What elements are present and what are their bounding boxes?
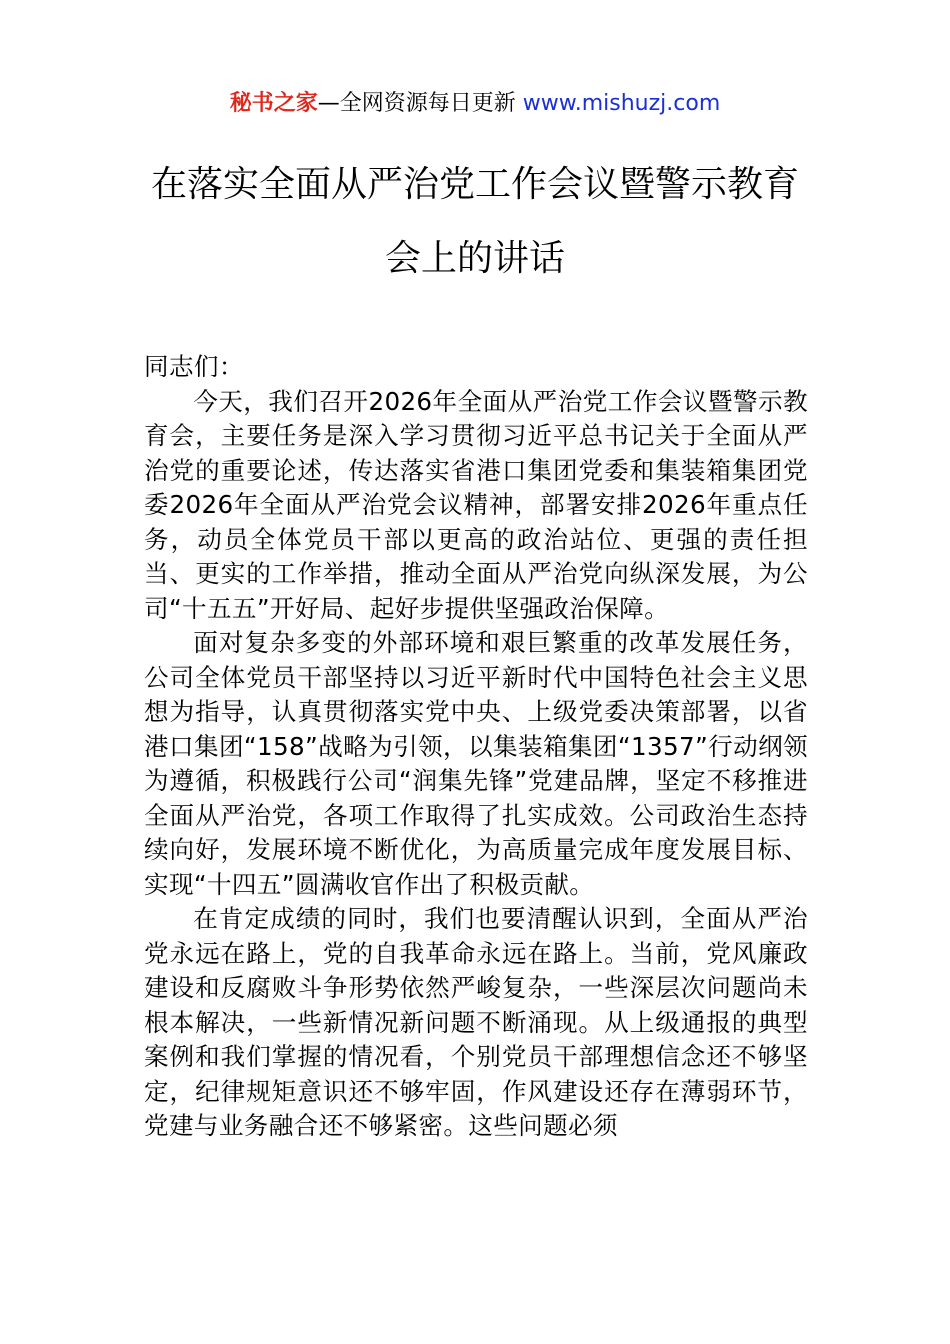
salutation: 同志们： <box>144 352 244 381</box>
document-body <box>144 350 808 1144</box>
banner-tagline: —全网资源每日更新 <box>317 91 523 116</box>
document-title <box>120 162 830 282</box>
brand-name: 秘书之家 <box>229 91 318 116</box>
title-line-1: 在落实全面从严治党工作会议暨警示教育 <box>150 164 799 205</box>
title-line-2: 会上的讲话 <box>384 238 565 279</box>
paragraph-1: 今天，我们召开2026年全面从严治党工作会议暨警示教育会，主要任务是深入学习贯彻习近平总书记关于全面从严治党的重要论述，传达落实省港口集团党委和集装箱集团党委2026年全面从严治党会议精神，部署安排2026年重点任务，动员全体党员干部以更高的政治站位、更强的责任担当、更实的工作举措，推动全面从严治党向纵深发展，为公司“十五五”开好局、起好步提供坚强政治保障。 <box>144 386 808 623</box>
paragraph-3: 在肯定成绩的同时，我们也要清醒认识到，全面从严治党永远在路上，党的自我革命永远在路上。当前，党风廉政建设和反腐败斗争形势依然严峻复杂，一些深层次问题尚未根本解决，一些新情况新问题不断涌现。从上级通报的典型案例和我们掌握的情况看，个别党员干部理想信念还不够坚定，纪律规矩意识还不够牢固，作风建设还存在薄弱环节，党建与业务融合还不够紧密。这些问题必须 <box>144 904 808 1140</box>
site-url-link[interactable]: www.mishuzj.com <box>522 91 721 116</box>
paragraph-2: 面对复杂多变的外部环境和艰巨繁重的改革发展任务，公司全体党员干部坚持以习近平新时代中国特色社会主义思想为指导，认真贯彻落实党中央、上级党委决策部署，以省港口集团“158”战略为引领，以集装箱集团“1357”行动纲领为遵循，积极践行公司“润集先锋”党建品牌，坚定不移推进全面从严治党，各项工作取得了扎实成效。公司政治生态持续向好，发展环境不断优化，为高质量完成年度发展目标、实现“十四五”圆满收官作出了积极贡献。 <box>144 628 808 899</box>
site-banner <box>0 88 950 120</box>
